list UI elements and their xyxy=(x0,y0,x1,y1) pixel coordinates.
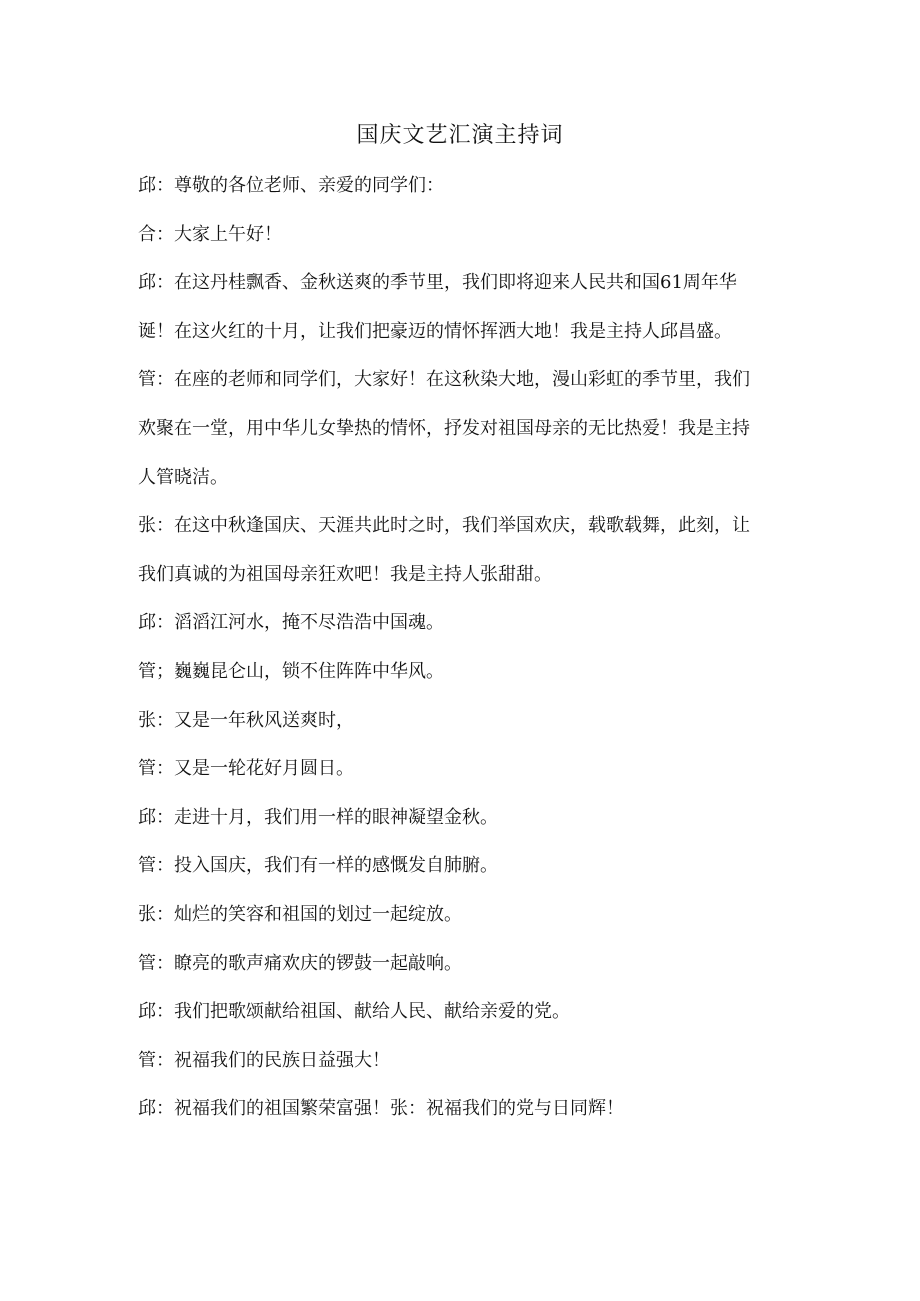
script-line: 管；巍巍昆仑山，锁不住阵阵中华风。 xyxy=(138,660,444,682)
script-line: 诞！在这火红的十月，让我们把豪迈的情怀挥洒大地！我是主持人邱昌盛。 xyxy=(138,320,732,342)
script-line: 邱：在这丹桂飘香、金秋送爽的季节里，我们即将迎来人民共和国61周年华 xyxy=(138,272,737,294)
script-line: 我们真诚的为祖国母亲狂欢吧！我是主持人张甜甜。 xyxy=(138,563,552,585)
script-line: 管：又是一轮花好月圆日。 xyxy=(138,758,354,780)
script-line: 张：又是一年秋风送爽时， xyxy=(138,709,354,731)
script-line: 人管晓洁。 xyxy=(138,466,228,488)
script-line: 合：大家上午好！ xyxy=(138,223,282,245)
script-line: 管：祝福我们的民族日益强大！ xyxy=(138,1049,390,1071)
script-line: 邱：走进十月，我们用一样的眼神凝望金秋。 xyxy=(138,806,498,828)
script-line: 张：灿烂的笑容和祖国的划过一起绽放。 xyxy=(138,903,462,925)
script-line: 张：在这中秋逢国庆、天涯共此时之时，我们举国欢庆，载歌载舞，此刻，让 xyxy=(138,515,750,537)
script-line: 欢聚在一堂，用中华儿女挚热的情怀，抒发对祖国母亲的无比热爱！我是主持 xyxy=(138,417,750,439)
script-line: 邱：祝福我们的祖国繁荣富强！张：祝福我们的党与日同辉！ xyxy=(138,1098,624,1120)
document-title: 国庆文艺汇演主持词 xyxy=(356,123,564,148)
script-line: 管：在座的老师和同学们，大家好！在这秋染大地，漫山彩虹的季节里，我们 xyxy=(138,369,750,391)
script-line: 邱：滔滔江河水，掩不尽浩浩中国魂。 xyxy=(138,612,444,634)
script-line: 邱：我们把歌颂献给祖国、献给人民、献给亲爱的党。 xyxy=(138,1001,570,1023)
script-line: 管：投入国庆，我们有一样的感慨发自肺腑。 xyxy=(138,855,498,877)
document-body xyxy=(138,166,778,1138)
script-line: 管：瞭亮的歌声痛欢庆的锣鼓一起敲响。 xyxy=(138,952,462,974)
script-line: 邱：尊敬的各位老师、亲爱的同学们： xyxy=(138,175,444,196)
